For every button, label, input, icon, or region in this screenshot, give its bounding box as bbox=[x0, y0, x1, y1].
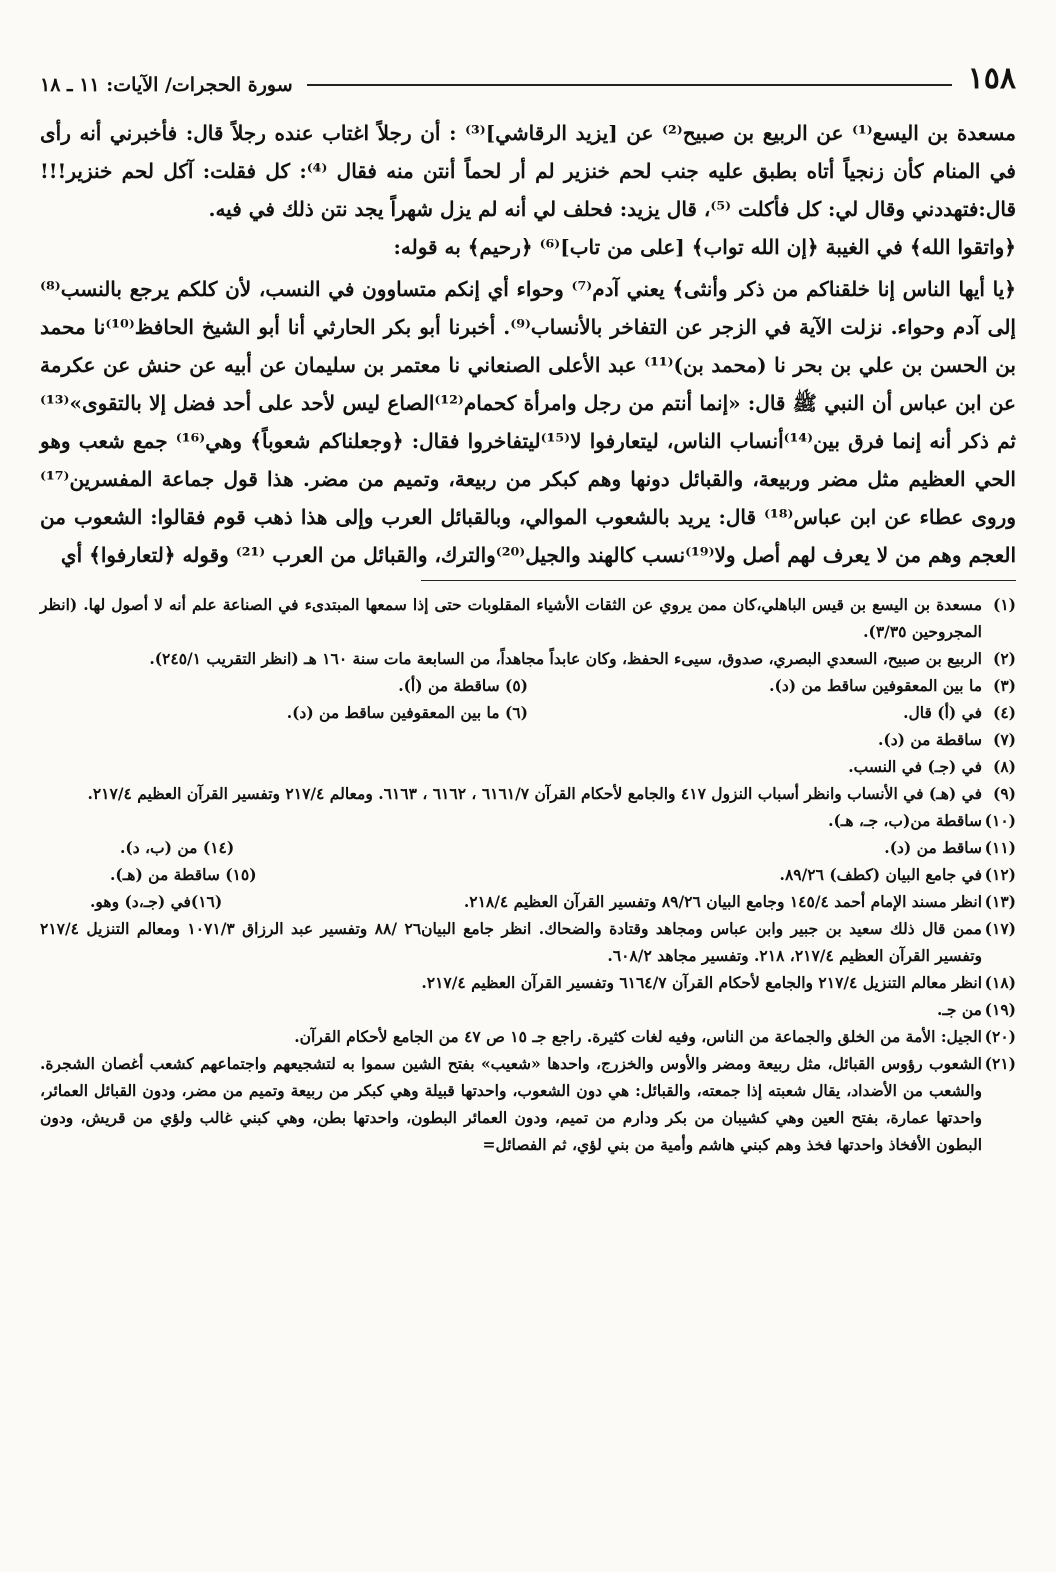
footnote-text: في (أ) قال. bbox=[903, 703, 982, 722]
footnote bbox=[40, 1050, 1016, 1158]
footnote bbox=[40, 915, 1016, 969]
body-paragraph: ﴿واتقوا الله﴾ في الغيبة ﴿إن الله تواب﴾ [على من تاب]⁽⁶⁾ ﴿رحيم﴾ به قوله: bbox=[393, 235, 1016, 259]
footnote-text: (١٤) من (ب، د). bbox=[120, 838, 235, 857]
footnote bbox=[40, 888, 333, 915]
footnote-row bbox=[40, 834, 1016, 861]
footnote-number: (١٧) bbox=[984, 919, 1016, 938]
footnote-text: ما بين المعقوفين ساقط من (د). bbox=[769, 676, 982, 695]
footnote-text: الجيل: الأمة من الخلق والجماعة من الناس، وفيه لغات كثيرة. راجع جـ ١٥ ص ٤٧ من الجامع لأحكام القرآن. bbox=[294, 1027, 982, 1046]
footnote-number: (٨) bbox=[992, 757, 1016, 776]
footnote bbox=[40, 996, 1016, 1023]
footnote bbox=[528, 672, 1016, 699]
footnote-text: (٥) ساقطة من (أ). bbox=[398, 676, 528, 695]
footnote-text: (١٥) ساقطة من (هـ). bbox=[110, 865, 257, 884]
footnote-text: (١٦)في (جـ،د) وهو. bbox=[90, 892, 223, 911]
footnote bbox=[40, 645, 1016, 672]
footnote bbox=[333, 888, 1016, 915]
footnote-text: في جامع البيان (كطف) ٨٩/٢٦. bbox=[779, 865, 982, 884]
page bbox=[40, 50, 1016, 1550]
footnote-number: (٣) bbox=[992, 676, 1016, 695]
footnote-text: انظر معالم التنزيل ٢١٧/٤ والجامع لأحكام القرآن ٦١٦٤/٧ وتفسير القرآن العظيم ٢١٧/٤. bbox=[421, 973, 982, 992]
footnote-number: (٢٠) bbox=[984, 1027, 1016, 1046]
running-title: سورة الحجرات/ الآيات: ١١ ـ ١٨ bbox=[40, 74, 293, 96]
footnote-text: ممن قال ذلك سعيد بن جبير وابن عباس ومجاهد وقتادة والضحاك. انظر جامع البيان٢٦ /٨٨ وتفسير عبد الرزاق ١٠٧١/٣ ومعالم التنزيل ٢١٧/٤ وتفسير القرآن العظيم ٢١٧/٤، ٢١٨. وتفسير مجاهد ٦٠٨/٢. bbox=[40, 919, 982, 965]
footnote bbox=[40, 726, 1016, 753]
body-paragraph: ﴿يا أيها الناس إنا خلقناكم من ذكر وأنثى﴾ يعني آدم⁽⁷⁾ وحواء أي إنكم متساوون في النسب، لأن كلكم يرجع بالنسب⁽⁸⁾ إلى آدم وحواء. نزلت الآية في الزجر عن التفاخر بالأنساب⁽⁹⁾. أخبرنا أبو بكر الحارثي أنا أبو الشيخ الحافظ⁽¹⁰⁾نا محمد بن الحسن بن علي بن بحر نا (محمد بن)⁽¹¹⁾ عبد الأعلى الصنعاني نا معتمر بن سليمان عن أبيه عن حنش عن عكرمة عن ابن عباس أن النبي ﷺ قال: «إنما أنتم من رجل وامرأة كحمام⁽¹²⁾الصاع ليس لأحد على أحد فضل إلا بالتقوى»⁽¹³⁾ثم ذكر أنه إنما فرق بين⁽¹⁴⁾أنساب الناس، ليتعارفوا لا⁽¹⁵⁾ليتفاخروا فقال: ﴿وجعلناكم شعوباً﴾ وهي⁽¹⁶⁾ جمع شعب وهو الحي العظيم مثل مضر وربيعة، والقبائل دونها وهم كبكر من ربيعة، وتميم من مضر. هذا قول جماعة المفسرين⁽¹⁷⁾ وروى عطاء عن ابن عباس⁽¹⁸⁾ قال: يريد بالشعوب الموالي، وبالقبائل العرب وإلى هذا ذهب قوم فقالوا: الشعوب من العجم وهم من لا يعرف لهم أصل ولا⁽¹⁹⁾نسب كالهند والجيل⁽²⁰⁾والترك، والقبائل من العرب ⁽²¹⁾ وقوله ﴿لتعارفوا﴾ أي bbox=[40, 277, 1016, 567]
footnote bbox=[40, 807, 1016, 834]
footnote-number: (١١) bbox=[984, 838, 1016, 857]
footnote-number: (١) bbox=[992, 595, 1016, 614]
footnote-row bbox=[40, 672, 1016, 699]
footnote-number: (١٠) bbox=[984, 811, 1016, 830]
page-header bbox=[40, 50, 1016, 96]
body-paragraph: مسعدة بن اليسع⁽¹⁾ عن الربيع بن صبيح⁽²⁾ عن [يزيد الرقاشي]⁽³⁾ : أن رجلاً اغتاب عنده رجلاً قال: فأخبرني أنه رأى في المنام كأن زنجياً أتاه بطبق عليه جنب لحم خنزير لم أر لحماً أنتن منه فقال ⁽⁴⁾: كل فقلت: آكل لحم خنزير!!! قال:فتهددني وقال لي: كل فأكلت ⁽⁵⁾، قال يزيد: فحلف لي أنه لم يزل شهراً يجد نتن ذلك في فيه. bbox=[40, 121, 1016, 221]
footnote-text: ساقطة من(ب، جـ، هـ). bbox=[828, 811, 982, 830]
footnote bbox=[40, 672, 528, 699]
footnote bbox=[40, 780, 1016, 807]
footnote bbox=[40, 699, 528, 726]
footnote-text: الشعوب رؤوس القبائل، مثل ربيعة ومضر والأوس والخزرج، واحدها «شعيب» بفتح الشين سموا به لتشجيعهم واجتماعهم كشعب أغصان الشجرة. والشعب من الأضداد، يقال شعبته إذا جمعته، والقبائل: هي دون الشعوب، واحدتها قبيلة وهي كبكر من ربيعة وتميم من مضر، ودون القبائل العمائر، واحدتها عمارة، بفتح العين وهي كشيبان من بكر ودارم من تميم، ودون العمائر البطون، واحدتها بطن، وهي كبني غالب ولؤي من قريش، ودون البطون الأفخاذ واحدتها فخذ وهم كبني هاشم وأمية من بني لؤي، ثم الفصائل= bbox=[40, 1054, 982, 1154]
footnote bbox=[528, 834, 1016, 861]
footnote bbox=[40, 1023, 1016, 1050]
footnote-text: ساقط من (د). bbox=[884, 838, 982, 857]
footnote-text: انظر مسند الإمام أحمد ١٤٥/٤ وجامع البيان ٨٩/٢٦ وتفسير القرآن العظيم ٢١٨/٤. bbox=[463, 892, 982, 911]
footnote bbox=[40, 834, 528, 861]
footnote-text: ساقطة من (د). bbox=[877, 730, 982, 749]
header-rule bbox=[307, 84, 952, 86]
footnote bbox=[40, 591, 1016, 645]
footnote-text: في (هـ) في الأنساب وانظر أسباب النزول ٤١٧ والجامع لأحكام القرآن ٦١٦١/٧ ، ٦١٦٢ ، ٦١٦٣. ومعالم ٢١٧/٤ وتفسير القرآن العظيم ٢١٧/٤. bbox=[87, 784, 982, 803]
footnote bbox=[40, 861, 528, 888]
body-text bbox=[40, 114, 1016, 574]
page-number: ١٥٨ bbox=[967, 61, 1016, 96]
footnote bbox=[40, 969, 1016, 996]
footnote-number: (٩) bbox=[992, 784, 1016, 803]
footnote bbox=[528, 699, 1016, 726]
footnote-divider bbox=[421, 580, 1016, 581]
footnote-number: (٧) bbox=[992, 730, 1016, 749]
footnotes bbox=[40, 591, 1016, 1158]
footnote-number: (٤) bbox=[992, 703, 1016, 722]
footnote-row bbox=[40, 699, 1016, 726]
footnote-text: من جـ. bbox=[936, 1000, 982, 1019]
footnote-text: في (جـ) في النسب. bbox=[848, 757, 982, 776]
footnote-text: (٦) ما بين المعقوفين ساقط من (د). bbox=[286, 703, 528, 722]
footnote-row bbox=[40, 888, 1016, 915]
footnote-text: مسعدة بن اليسع بن قيس الباهلي،كان ممن يروي عن الثقات الأشياء المقلوبات حتى إذا سمعها المبتدىء في الصناعة علم أنه لا أصول لها. (انظر المجروحين ٣/٣٥). bbox=[40, 595, 982, 641]
footnote bbox=[40, 753, 1016, 780]
footnote-number: (١٨) bbox=[984, 973, 1016, 992]
footnote-number: (٢١) bbox=[984, 1054, 1016, 1073]
footnote-number: (١٣) bbox=[984, 892, 1016, 911]
footnote-number: (١٩) bbox=[984, 1000, 1016, 1019]
footnote-row bbox=[40, 861, 1016, 888]
footnote-text: الربيع بن صبيح، السعدي البصري، صدوق، سيىء الحفظ، وكان عابداً مجاهداً، من السابعة مات سنة ١٦٠ هـ (انظر التقريب ٢٤٥/١). bbox=[149, 649, 982, 668]
footnote bbox=[528, 861, 1016, 888]
footnote-number: (١٢) bbox=[984, 865, 1016, 884]
footnote-number: (٢) bbox=[992, 649, 1016, 668]
